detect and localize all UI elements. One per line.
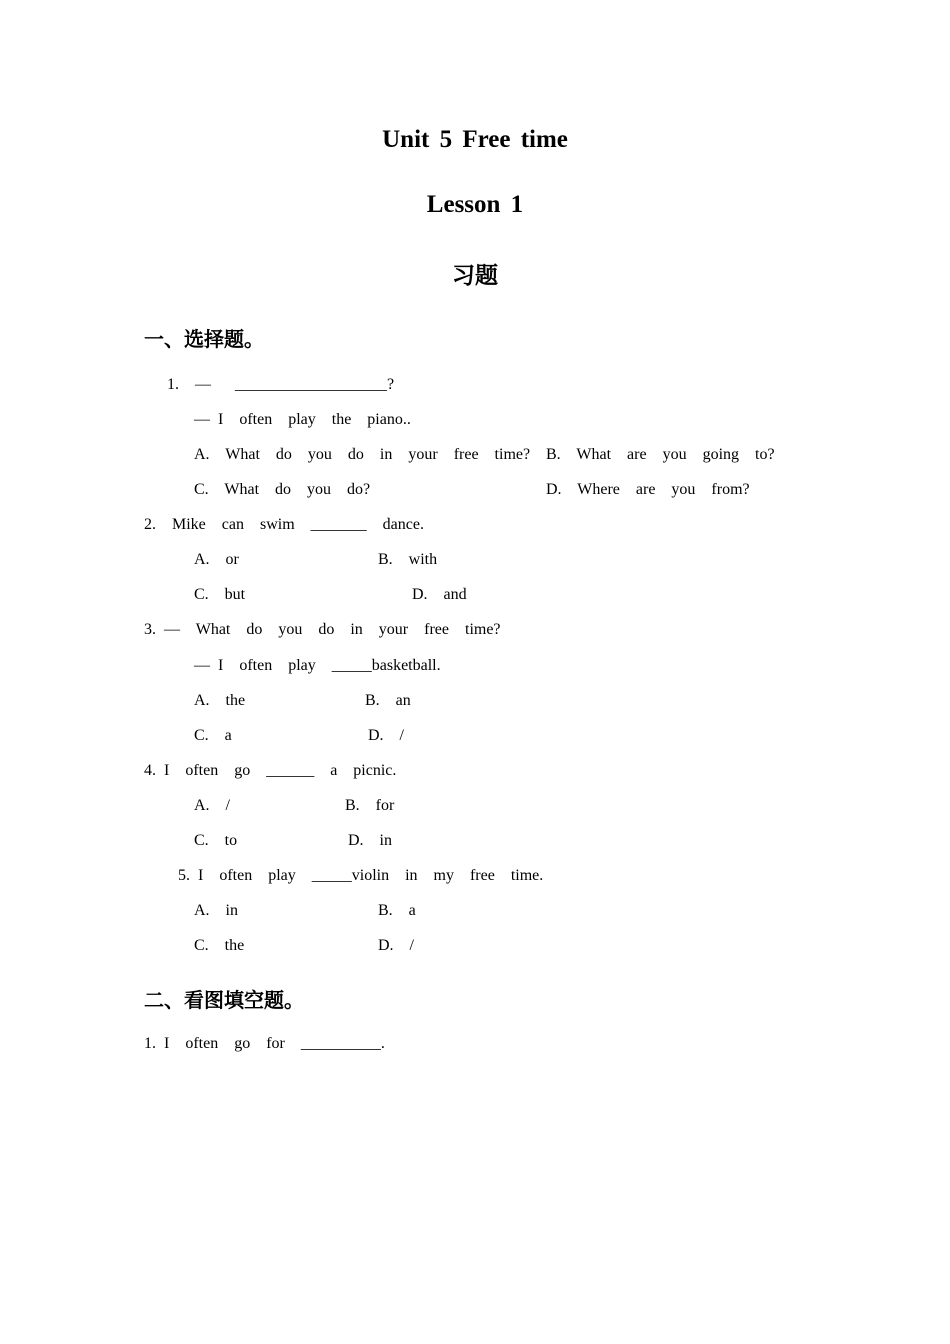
question-5-option-b: B. a [378, 902, 416, 919]
question-4-stem: 4. I often go ______ a picnic. [144, 762, 397, 779]
question-5-stem: 5. I often play _____violin in my free time. [178, 867, 544, 884]
question-1-answer: — I often play the piano.. [194, 411, 411, 428]
question-4-option-b: B. for [345, 797, 395, 814]
question-1-option-c: C. What do you do? [194, 481, 371, 498]
question-2-option-a: A. or [194, 551, 239, 568]
unit-title: Unit 5 Free time [382, 126, 568, 153]
question-3-option-d: D. / [368, 727, 404, 744]
question-2-option-c: C. but [194, 586, 246, 603]
question-4-option-c: C. to [194, 832, 238, 849]
exercise-label: 习题 [452, 263, 498, 289]
question-4-option-d: D. in [348, 832, 392, 849]
question-3-option-c: C. a [194, 727, 232, 744]
fill-question-1: 1. I often go for __________. [144, 1035, 385, 1052]
question-1-option-d: D. Where are you from? [546, 481, 750, 498]
question-2-stem: 2. Mike can swim _______ dance. [144, 516, 424, 533]
question-3-option-a: A. the [194, 692, 246, 709]
question-1-option-a: A. What do you do in your free time? [194, 446, 531, 463]
lesson-title: Lesson 1 [426, 191, 524, 218]
question-1-option-b: B. What are you going to? [546, 446, 775, 463]
question-3-option-b: B. an [365, 692, 411, 709]
question-3-stem: 3. — What do you do in your free time? [144, 621, 501, 638]
question-3-answer: — I often play _____basketball. [194, 657, 441, 674]
question-5-option-c: C. the [194, 937, 245, 954]
question-2-option-d: D. and [412, 586, 467, 603]
section-heading-picture-fill: 二、看图填空题。 [144, 988, 304, 1012]
question-2-option-b: B. with [378, 551, 438, 568]
question-1-stem: 1. — ___________________? [167, 376, 395, 393]
question-5-option-d: D. / [378, 937, 414, 954]
question-4-option-a: A. / [194, 797, 230, 814]
question-5-option-a: A. in [194, 902, 238, 919]
section-heading-choice: 一、选择题。 [144, 327, 264, 351]
